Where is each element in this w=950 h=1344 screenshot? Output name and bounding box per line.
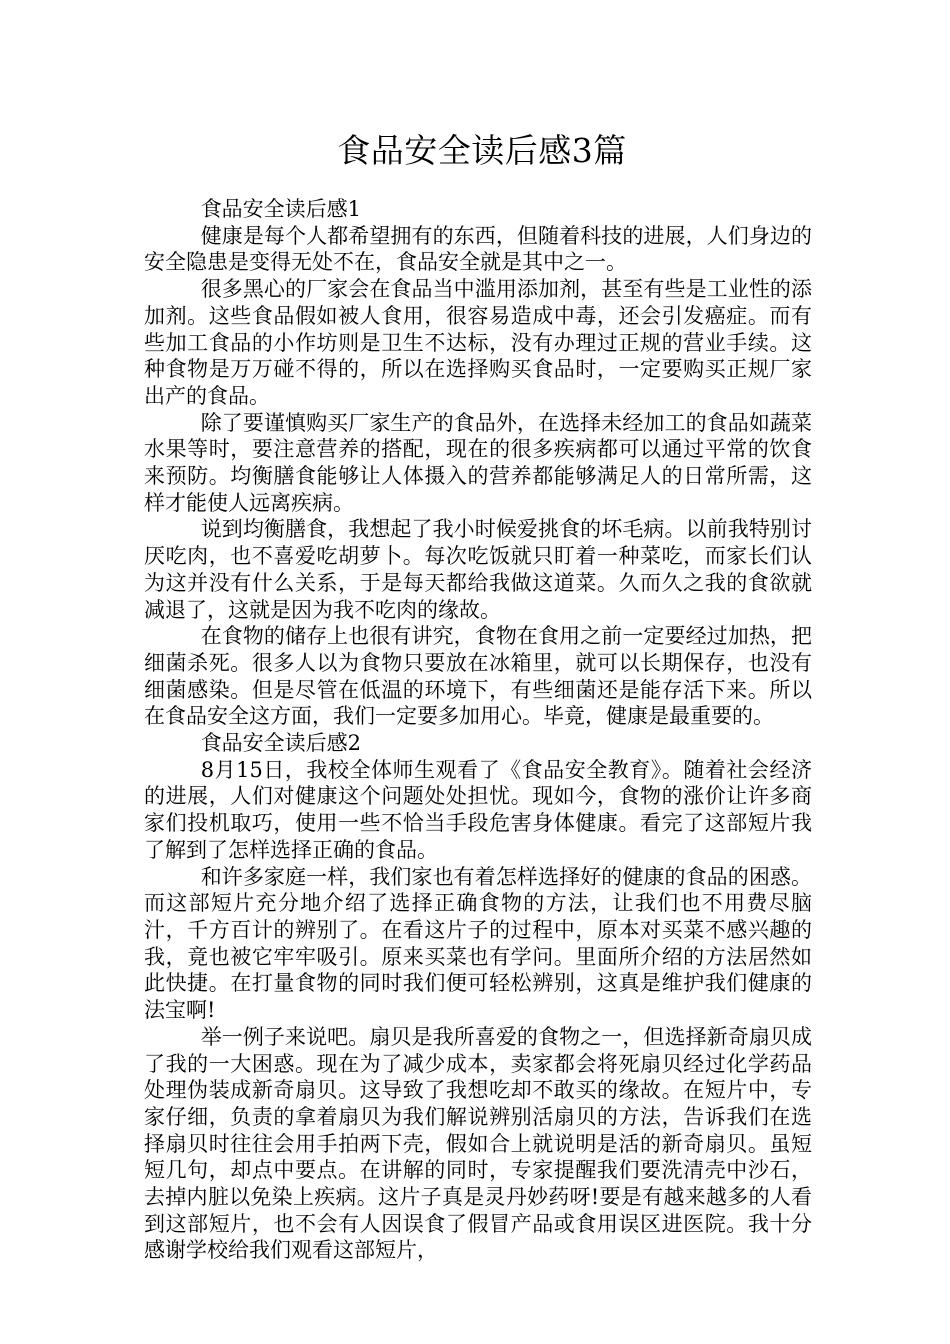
document-body [144,196,812,1264]
section-heading-1: 食品安全读后感1 [200,197,362,221]
paragraph: 8月15日，我校全体师生观看了《食品安全教育》。随着社会经济的进展，人们对健康这个问题处处担忧。现如今，食物的涨价让许多商家们投机取巧，使用一些不恰当手段危害身体健康。看完了这部短片我了解到了怎样选择正确的食品。 [144,757,812,862]
paragraph: 健康是每个人都希望拥有的东西，但随着科技的进展，人们身边的安全隐患是变得无处不在，食品安全就是其中之一。 [144,223,812,275]
paragraph: 除了要谨慎购买厂家生产的食品外，在选择未经加工的食品如蔬菜水果等时，要注意营养的搭配，现在的很多疾病都可以通过平常的饮食来预防。均衡膳食能够让人体摄入的营养都能够满足人的日常所需，这样才能使人远离疾病。 [144,410,812,515]
paragraph: 在食物的储存上也很有讲究，食物在食用之前一定要经过加热，把细菌杀死。很多人以为食物只要放在冰箱里，就可以长期保存，也没有细菌感染。但是尽管在低温的环境下，有些细菌还是能存活下来。所以在食品安全这方面，我们一定要多加用心。毕竟，健康是最重要的。 [144,624,812,729]
document-title: 食品安全读后感3篇 [337,131,627,170]
document-page [144,122,812,1264]
paragraph: 举一例子来说吧。扇贝是我所喜爱的食物之一，但选择新奇扇贝成了我的一大困惑。现在为了减少成本，卖家都会将死扇贝经过化学药品处理伪装成新奇扇贝。这导致了我想吃却不敢买的缘故。在短片中，专家仔细，负责的拿着扇贝为我们解说辨别活扇贝的方法，告诉我们在选择扇贝时往往会用手拍两下壳，假如合上就说明是活的新奇扇贝。虽短短几句，却点中要点。在讲解的同时，专家提醒我们要洗清壳中沙石，去掉内脏以免染上疾病。这片子真是灵丹妙药呀!要是有越来越多的人看到这部短片，也不会有人因误食了假冒产品或食用误区进医院。我十分感谢学校给我们观看这部短片， [144,1024,812,1263]
section-heading-2: 食品安全读后感2 [200,731,362,756]
paragraph: 很多黑心的厂家会在食品当中滥用添加剂，甚至有些是工业性的添加剂。这些食品假如被人食用，很容易造成中毒，还会引发癌症。而有些加工食品的小作坊则是卫生不达标，没有办理过正规的营业手续。这种食物是万万碰不得的，所以在选择购买食品时，一定要购买正规厂家出产的食品。 [144,277,812,408]
paragraph: 说到均衡膳食，我想起了我小时候爱挑食的坏毛病。以前我特别讨厌吃肉，也不喜爱吃胡萝卜。每次吃饭就只盯着一种菜吃，而家长们认为这并没有什么关系，于是每天都给我做这道菜。久而久之我的食欲就减退了，这就是因为我不吃肉的缘故。 [144,517,812,622]
paragraph: 和许多家庭一样，我们家也有着怎样选择好的健康的食品的困惑。而这部短片充分地介绍了选择正确食物的方法，让我们也不用费尽脑汁，千方百计的辨别了。在看这片子的过程中，原本对买菜不感兴趣的我，竟也被它牢牢吸引。原来买菜也有学问。里面所介绍的方法居然如此快捷。在打量食物的同时我们便可轻松辨别，这真是维护我们健康的法宝啊! [144,864,812,1023]
